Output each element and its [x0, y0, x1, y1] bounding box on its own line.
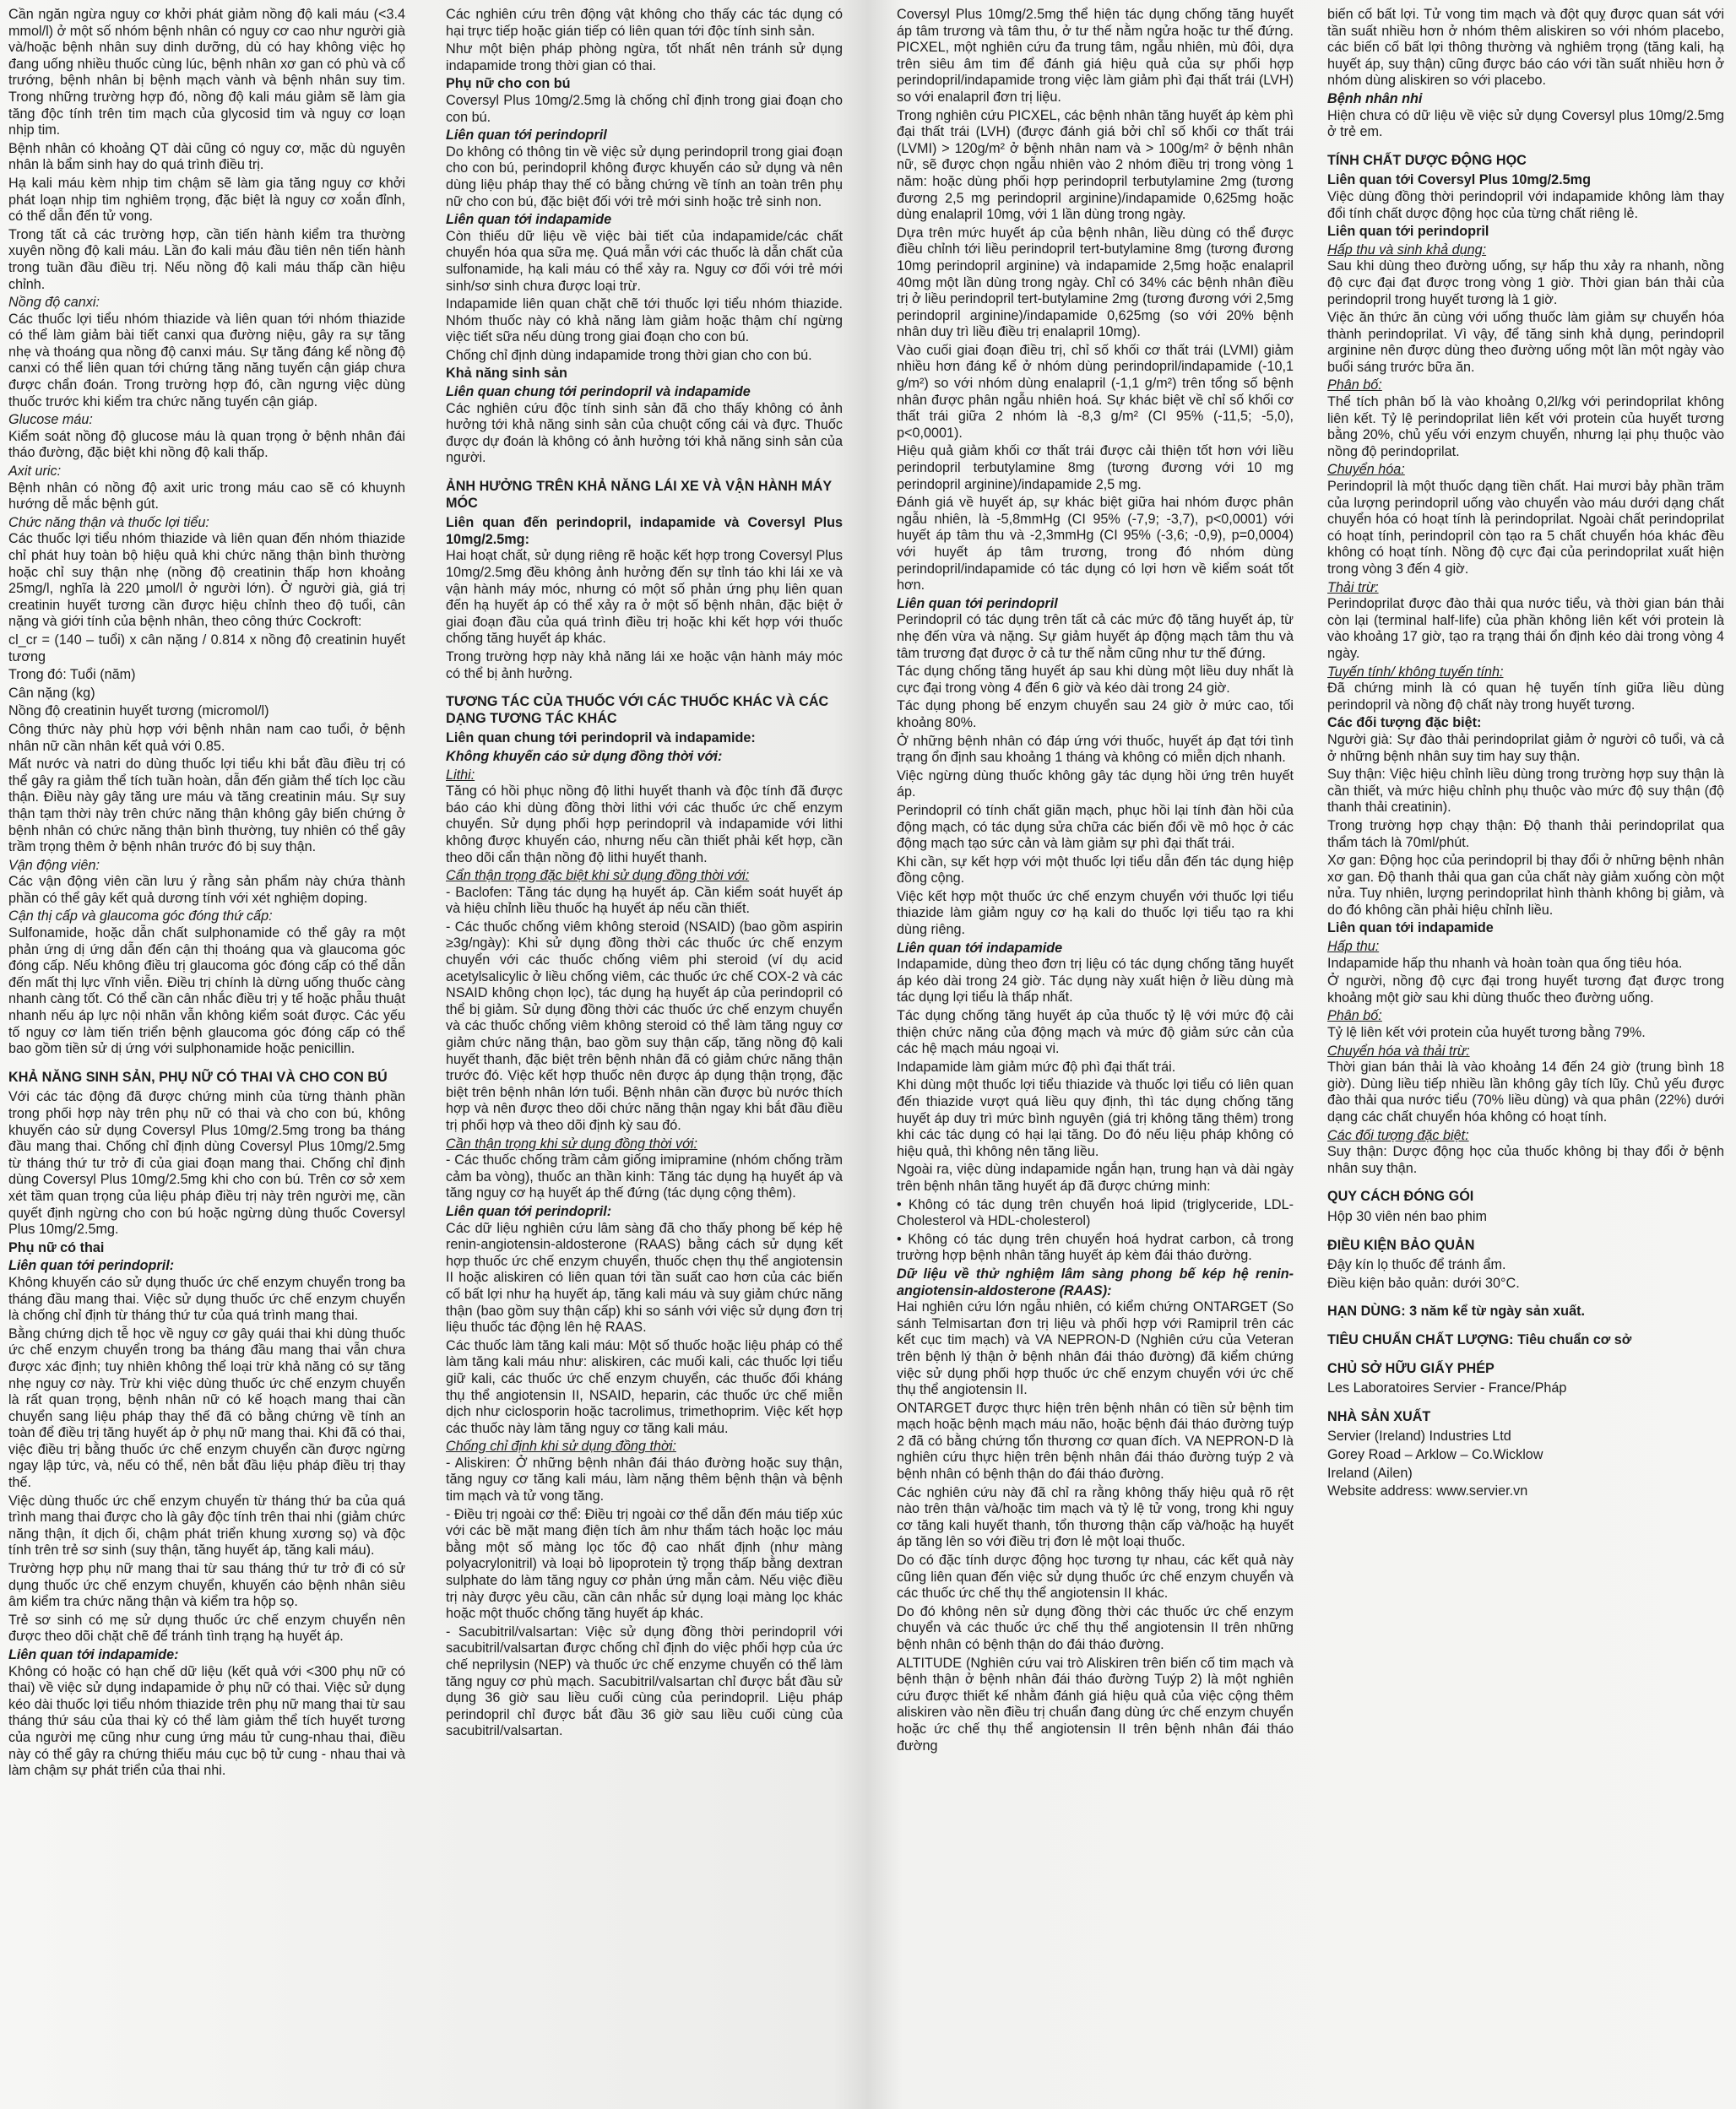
paragraph: Ở người, nồng độ cực đại trong huyết tương đạt được trong khoảng một giờ sau khi dùng thuốc theo đường uống. [1327, 973, 1724, 1006]
paragraph: Suy thận: Việc hiệu chỉnh liều dùng trong trường hợp suy thận là cần thiết, và mức hiệu chỉnh phụ thuộc vào mức độ suy thận (độ thanh thải creatinin). [1327, 767, 1724, 816]
section-heading: TƯƠNG TÁC CỦA THUỐC VỚI CÁC THUỐC KHÁC VÀ CÁC DẠNG TƯƠNG TÁC KHÁC [446, 694, 829, 726]
paragraph: Không có hoặc có hạn chế dữ liệu (kết quả với <300 phụ nữ có thai) về việc sử dụng indapamide ở phụ nữ có thai. Việc sử dụng kéo dài thuốc lợi tiểu nhóm thiazide trên phụ nữ mang thai từ sau tháng thứ sáu của thai kỳ có thể làm giảm thể tích huyết tương của người mẹ cũng như cung ứng máu tử cung-nhau thai, điều này có thể gây ra chứng thiếu máu cục bộ tử cung - nhau thai và làm chậm sự phát triển của thai nhi. [8, 1663, 405, 1779]
paragraph: Khi dùng một thuốc lợi tiểu thiazide và thuốc lợi tiểu có liên quan đến thiazide vượt quá liều quy định, thì tác dụng chống tăng huyết áp duy trì mức bình nguyên (giá trị không tăng thêm) trong khi các tác dụng có hại lại tăng. Do đó nếu liệu pháp không có hiệu quả, thì không nên tăng liều. [897, 1077, 1294, 1159]
subheading: Bệnh nhân nhi [1327, 90, 1423, 106]
paragraph: ONTARGET được thực hiện trên bệnh nhân có tiền sử bệnh tim mạch hoặc bệnh mạch máu não, hoặc bệnh đái tháo đường tuýp 2 đã có bằng chứng tổn thương cơ quan đích. VA NEPRON-D là nghiên cứu thực hiện trên bệnh nhân đái tháo đường tuýp 2 và bệnh nhân có bệnh thận do đái tháo đường. [897, 1400, 1294, 1483]
subheading: Liên quan chung tới perindopril và indapamide [446, 384, 751, 400]
subheading: Liên quan tới perindopril: [8, 1258, 175, 1274]
paragraph: Gorey Road – Arklow – Co.Wicklow [1327, 1446, 1543, 1462]
subheading: Liên quan tới perindopril [897, 595, 1058, 611]
paragraph: Chống chỉ định dùng indapamide trong thời gian cho con bú. [446, 347, 812, 363]
underlined-label: Chuyển hóa và thải trừ: [1327, 1043, 1470, 1059]
paragraph: - Aliskiren: Ở những bệnh nhân đái tháo đường hoặc suy thận, tăng nguy cơ tăng kali máu, làm nặng thêm bệnh thận và bệnh tim mạch và tử vong tăng. [446, 1455, 843, 1504]
paragraph: Website address: www.servier.vn [1327, 1483, 1528, 1499]
paragraph: Với các tác động đã được chứng minh của từng thành phần trong phối hợp này trên phụ nữ có thai và cho con bú, không khuyến cáo sử dụng Coversyl Plus 10mg/2.5mg trong ba tháng đầu mang thai. Chống chỉ định dùng Coversyl Plus 10mg/2.5mg từ tháng thứ tư trở đi của giai đoạn mang thai. Chống chỉ định dùng Coversyl Plus 10mg/2.5mg khi cho con bú. Trên cơ sở xem xét tầm quan trọng của liệu pháp điều trị này trên người mẹ, cần quyết định ngừng cho con bú hoặc ngừng dùng thuốc Coversyl Plus 10mg/2.5mg. [8, 1089, 405, 1238]
paragraph: Hạ kali máu kèm nhịp tim chậm sẽ làm gia tăng nguy cơ khởi phát loạn nhịp tim nghiêm trọng, đặc biệt là nguy cơ xoắn đỉnh, có thể dẫn đến tử vong. [8, 175, 405, 225]
paragraph: Do có đặc tính dược động học tương tự nhau, các kết quả này cũng liên quan đến việc sử dụng thuốc ức chế enzym chuyển và các thuốc ức chế thụ thể angiotensin II khác. [897, 1553, 1294, 1602]
paragraph: Việc dùng đồng thời perindopril với indapamide không làm thay đổi tính chất dược động học của từng chất riêng lẻ. [1327, 188, 1724, 221]
paragraph: Đã chứng minh là có quan hệ tuyến tính giữa liều dùng perindopril và nồng độ chất này trong huyết tương. [1327, 680, 1724, 713]
paragraph: Kiểm soát nồng độ glucose máu là quan trọng ở bệnh nhân đái tháo đường, đặc biệt khi nồng độ kali thấp. [8, 428, 405, 461]
section-heading: QUY CÁCH ĐÓNG GÓI [1327, 1189, 1474, 1205]
paragraph: Indapamide làm giảm mức độ phì đại thất trái. [897, 1059, 1176, 1075]
paragraph: Hiệu quả giảm khối cơ thất trái được cải thiện tốt hơn với liều perindopril terbutylamine 8mg (tương đương với 10 mg perindopril arginine)/indapamide 2,5 mg. [897, 443, 1294, 492]
paragraph: Ở những bệnh nhân có đáp ứng với thuốc, huyết áp đạt tới tình trạng ổn định sau khoảng 1 tháng và không có miễn dịch nhanh. [897, 733, 1294, 766]
section-heading: TIÊU CHUẨN CHẤT LƯỢNG: Tiêu chuẩn cơ sở [1327, 1331, 1632, 1347]
underlined-label: Lithi: [446, 767, 475, 783]
italic-label: Glucose máu: [8, 412, 93, 428]
paragraph: Còn thiếu dữ liệu về việc bài tiết của indapamide/các chất chuyển hóa qua sữa mẹ. Quá mẫn với các thuốc là dẫn chất của sulfonamide, hạ kali máu có thể xảy ra. Nguy cơ đối với trẻ mới sinh/sơ sinh chưa được loại trừ. [446, 228, 843, 294]
paragraph: Các thuốc làm tăng kali máu: Một số thuốc hoặc liệu pháp có thể làm tăng kali máu như: aliskiren, các muối kali, các thuốc lợi tiểu giữ kali, các thuốc ức chế enzym chuyển, các thuốc đối kháng thụ thể angiotensin II, NSAID, heparin, các thuốc ức chế miễn dịch như ciclosporin hoặc tacrolimus, trimethoprim. Việc kết hợp các thuốc này làm tăng nguy cơ tăng kali máu. [446, 1337, 843, 1436]
paragraph: Ireland (Ailen) [1327, 1465, 1413, 1481]
underlined-label: Tuyến tính/ không tuyến tính: [1327, 664, 1504, 680]
paragraph: Thời gian bán thải là vào khoảng 14 đến 24 giờ (trung bình 18 giờ). Dùng liều tiếp nhiều lần không gây tích lũy. Chủ yếu được đào thải qua nước tiểu (70% liều dùng) và qua phân (22%) dưới dạng các chất chuyển hóa không có hoạt tính. [1327, 1060, 1724, 1125]
paragraph: - Điều trị ngoài cơ thể: Điều trị ngoài cơ thể dẫn đến máu tiếp xúc với các bề mặt mang điện tích âm như thẩm tách hoặc lọc máu bằng một số màng lọc tốc độ cao nhất định (như màng polyacrylonitril) và loại bỏ lipoprotein tỷ trọng thấp bằng dextran sulphate do làm tăng nguy cơ phản ứng mẫn cảm. Nếu việc điều trị này được yêu cầu, cần cân nhắc sử dụng loại màng lọc khác hoặc một thuốc chống tăng huyết áp khác. [446, 1506, 843, 1622]
paragraph: Perindopril có tính chất giãn mạch, phục hồi lại tính đàn hồi của động mạch, có tác dụng sửa chữa các biến đổi về mô học ở các động mạch tạo sức cản và làm giảm sự phì đại thất trái. [897, 802, 1294, 852]
bold-heading: Khả năng sinh sản [446, 366, 567, 382]
paragraph: Các dữ liệu nghiên cứu lâm sàng đã cho thấy phong bế kép hệ renin-angiotensin-aldosterone (RAAS) bằng cách sử dụng kết hợp thuốc ức chế enzym chuyển, thuốc chẹn thụ thể angiotensin II hoặc aliskiren có liên quan tới tần suất cao hơn của các biến cố bất lợi như hạ huyết áp, tăng kali máu và suy giảm chức năng thận (bao gồm suy thận cấp) khi so sánh với việc sử dụng đơn trị liệu thuốc tác động lên hệ RAAS. [446, 1220, 843, 1336]
italic-label: Nồng độ canxi: [8, 295, 100, 311]
paragraph: Các nghiên cứu này đã chỉ ra rằng không thấy hiệu quả rõ rệt nào trên thận và/hoặc tim mạch và tỷ lệ tử vong, trong khi nguy cơ tăng kali huyết thanh, tổn thương thận cấp và/hoặc hạ huyết áp tăng lên so với điều trị đơn lẻ một loại thuốc. [897, 1484, 1294, 1550]
paragraph: ALTITUDE (Nghiên cứu vai trò Aliskiren trên biến cố tim mạch và bệnh thận ở bệnh nhân đái tháo đường Tuýp 2) là một nghiên cứu được thiết kế nhằm đánh giá hiệu quả của việc cộng thêm aliskiren vào nền điều trị chuẩn đang dùng ức chế enzym chuyển hoặc ức chế thụ thể angiotensin II trên bệnh nhân đái tháo đường [897, 1655, 1294, 1754]
paragraph: Sau khi dùng theo đường uống, sự hấp thu xảy ra nhanh, nồng độ cực đại đạt được trong vòng 1 giờ. Thời gian bán thải của perindopril trong huyết tương là 1 giờ. [1327, 258, 1724, 307]
paragraph: Mất nước và natri do dùng thuốc lợi tiểu khi bắt đầu điều trị có thể gây ra giảm thể tích tuần hoàn, dẫn đến giảm thể tích lọc cầu thận. Điều này gây tăng ure máu và tăng creatinin máu. Sự suy thận tạm thời này trên chức năng thận không gây biến chứng ở bệnh nhân có chức năng thận bình thường, tuy nhiên có thể gây trầm trọng thêm ở bệnh nhân trước đó bị suy thận. [8, 756, 405, 855]
paragraph: Dựa trên mức huyết áp của bệnh nhân, liều dùng có thể được điều chỉnh tới liều perindopril tert-butylamine 8mg (tương đương 10mg perindopril arginine) và indapamide 2,5mg hoặc enalapril 40mg một lần dùng trong ngày. Chỉ có 34% các bệnh nhân điều trị ở liều perindopril tert-butylamine 2mg (tương đương với 2,5mg perindopril arginine)/indapamide 0,625mg (so với 20% bệnh nhân duy trì liều điều trị enalapril 10mg). [897, 225, 1294, 340]
bold-heading: Liên quan chung tới perindopril và indapamide: [446, 730, 756, 746]
paragraph: Các thuốc lợi tiểu nhóm thiazide và liên quan đến nhóm thiazide chỉ phát huy toàn bộ hiệu quả khi chức năng thận bình thường hoặc chỉ suy thận nhẹ (nồng độ creatinin thấp hơn khoảng 25mg/l, nghĩa là 220 µmol/l ở người lớn). Ở người già, giá trị creatinin huyết tương cần được hiệu chỉnh theo độ tuổi, cân nặng và giới tính của bệnh nhân, theo công thức Cockroft: [8, 531, 405, 630]
subheading: Dữ liệu về thử nghiệm lâm sàng phong bế kép hệ renin-angiotensin-aldosterone (RAAS): [897, 1266, 1294, 1298]
italic-label: Cận thị cấp và glaucoma góc đóng thứ cấp: [8, 908, 273, 924]
paragraph: Đậy kín lọ thuốc để tránh ẩm. [1327, 1257, 1506, 1273]
paragraph: biến cố bất lợi. Tử vong tim mạch và đột quỵ được quan sát với tần suất nhiều hơn ở nhóm thêm aliskiren so với nhóm placebo, các biến cố bất lợi thông thường và nghiêm trọng (tăng kali, hạ huyết áp, suy thận) cũng được báo cáo với tần suất nhiều hơn ở nhóm dùng aliskiren so với placebo. [1327, 7, 1724, 89]
paragraph: Sulfonamide, hoặc dẫn chất sulphonamide có thể gây ra một phản ứng dị ứng dẫn đến cận thị thoáng qua và glaucoma góc đóng cấp. Nếu không điều trị glaucoma góc đóng cấp có thể dẫn đến mất thị lực vĩnh viễn. Điều trị chính là dừng uống thuốc càng nhanh càng tốt. Có thể cần cân nhắc điều trị y tế hoặc phẫu thuật nhanh nếu áp lực nội nhãn vẫn không kiểm soát được. Các yếu tố nguy cơ làm tiến triển bệnh glaucoma góc đóng cấp có thể bao gồm tiền sử dị ứng với sulphonamide hoặc penicillin. [8, 925, 405, 1057]
paragraph: Xơ gan: Động học của perindopril bị thay đổi ở những bệnh nhân xơ gan. Độ thanh thải qua gan của chất này giảm xuống còn một nửa. Tuy nhiên, lượng perindoprilat hình thành không bị giảm, và do đó không cần phải hiệu chỉnh liều. [1327, 853, 1724, 918]
paragraph: Do đó không nên sử dụng đồng thời các thuốc ức chế enzym chuyển và các thuốc ức chế thụ thể angiotensin II trên những bệnh nhân có bệnh thận do đái tháo đường. [897, 1603, 1294, 1652]
paragraph: Hộp 30 viên nén bao phim [1327, 1208, 1487, 1224]
paragraph: - Baclofen: Tăng tác dụng hạ huyết áp. Cần kiểm soát huyết áp và hiệu chỉnh liều thuốc hạ huyết áp nếu cần thiết. [446, 884, 843, 917]
subheading: Liên quan tới indapamide [897, 940, 1063, 956]
paragraph: Việc kết hợp một thuốc ức chế enzym chuyển với thuốc lợi tiểu thiazide làm giảm nguy cơ hạ kali do thuốc lợi tiểu tạo ra khi dùng riêng. [897, 888, 1294, 938]
paragraph: Tỷ lệ liên kết với protein của huyết tương bằng 79%. [1327, 1025, 1646, 1041]
paragraph: Coversyl Plus 10mg/2.5mg là chống chỉ định trong giai đoạn cho con bú. [446, 92, 843, 125]
paragraph: Trường hợp phụ nữ mang thai từ sau tháng thứ tư trở đi có sử dụng thuốc ức chế enzym chuyển, khuyến cáo bệnh nhân siêu âm kiểm tra chức năng thận và kiểm tra hộp sọ. [8, 1561, 405, 1610]
paragraph: Bằng chứng dịch tễ học về nguy cơ gây quái thai khi dùng thuốc ức chế enzym chuyển trong ba tháng đầu mang thai vẫn chưa được xác định; tuy nhiên không thể loại trừ khả năng có sự tăng nhẹ nguy cơ này. Trừ khi việc dùng thuốc ức chế enzym chuyển là rất quan trọng, bệnh nhân nữ có kế hoạch mang thai cần chuyển sang liệu pháp thay thế đã có bằng chứng về tính an toàn để điều trị tăng huyết áp ở phụ nữ mang thai. Khi đã có thai, việc điều trị bằng thuốc ức chế enzym chuyển cần được ngừng ngay lập tức, và, nếu có thể, nên bắt đầu liệu pháp điều trị thay thế. [8, 1326, 405, 1491]
paragraph: Trong nghiên cứu PICXEL, các bệnh nhân tăng huyết áp kèm phì đại thất trái (LVH) (được đánh giá bởi chỉ số khối cơ thất trái (LVMI) > 120g/m² ở bệnh nhân nam và > 100g/m² ở bệnh nhân nữ, sẽ được chọn ngẫu nhiên vào 2 nhóm điều trị trong vòng 1 năm: hoặc dùng phối hợp perindopril terbutylamine 2mg (tương đương 2,5 mg perindopril arginine)/indapamide 0,625mg hoặc dùng enalapril 10mg, với 1 lần dùng trong ngày. [897, 107, 1294, 223]
paragraph: Điều kiện bảo quản: dưới 30°C. [1327, 1275, 1520, 1291]
column-1 [8, 7, 405, 1781]
paragraph: Các vận động viên cần lưu ý rằng sản phẩm này chứa thành phần có thể gây kết quả dương tính với xét nghiệm doping. [8, 874, 405, 906]
paragraph: Các nghiên cứu trên động vật không cho thấy các tác dụng có hại trực tiếp hoặc gián tiếp có liên quan tới độc tính sinh sản. [446, 7, 843, 39]
paragraph: Trong tất cả các trường hợp, cần tiến hành kiểm tra thường xuyên nồng độ kali máu. Lần đo kali máu đầu tiên nên tiến hành trong tuần đầu điều trị. Nếu nồng độ kali máu thấp cần hiệu chỉnh. [8, 226, 405, 292]
paragraph: Perindopril có tác dụng trên tất cả các mức độ tăng huyết áp, từ nhẹ đến vừa và nặng. Sự giảm huyết áp động mạch tâm thu và tâm trương đạt được ở cả tư thế nằm cũng như tư thế đứng. [897, 612, 1294, 661]
bold-heading: Liên quan tới indapamide [1327, 920, 1494, 936]
paragraph: Tác dụng chống tăng huyết áp sau khi dùng một liều duy nhất là cực đại trong vòng 4 đến 6 giờ và kéo dài trong 24 giờ. [897, 664, 1294, 696]
section-heading: HẠN DÙNG: 3 năm kể từ ngày sản xuất. [1327, 1304, 1585, 1320]
underlined-label: Phân bố: [1327, 1008, 1382, 1024]
paragraph: Cân nặng (kg) [8, 685, 95, 701]
underlined-label: Chống chỉ định khi sử dụng đồng thời: [446, 1439, 676, 1455]
paragraph: - Sacubitril/valsartan: Việc sử dụng đồng thời perindopril với sacubitril/valsartan được chống chỉ định do việc phối hợp của ức chế neprilysin (NEP) và thuốc ức chế enzyme chuyển có thể làm tăng nguy cơ phù mạch. Sacubitril/valsartan chỉ được bắt đầu sử dụng 36 giờ sau liều cuối cùng của perindopril. Liệu pháp perindopril chỉ được bắt đầu 36 giờ sau liều cuối cùng của sacubitril/valsartan. [446, 1624, 843, 1739]
paragraph: cl_cr = (140 – tuổi) x cân nặng / 0.814 x nồng độ creatinin huyết tương [8, 632, 405, 664]
underlined-label: Cẩn thận trọng đặc biệt khi sử dụng đồng thời với: [446, 868, 750, 884]
paragraph: Hai nghiên cứu lớn ngẫu nhiên, có kiểm chứng ONTARGET (So sánh Telmisartan đơn trị liệu và phối hợp với Ramipril trên các kết cục tim mạch) và VA NEPRON-D (Nghiên cứu của Veteran trên bệnh lý thận ở bệnh nhân đái tháo đường) đã kiểm chứng việc sử dụng phối hợp thuốc ức chế enzym chuyển với ức chế thụ thể angiotensin II. [897, 1299, 1294, 1398]
paragraph: Hai hoạt chất, sử dụng riêng rẽ hoặc kết hợp trong Coversyl Plus 10mg/2.5mg đều không ảnh hưởng đến sự tỉnh táo khi lái xe và vận hành máy móc, nhưng có một số phản ứng phụ liên quan đến hạ huyết áp có thể xảy ra ở một số bệnh nhân, đặc biệt ở giai đoạn đầu của quá trình điều trị hoặc khi kết hợp với thuốc chống tăng huyết áp khác. [446, 548, 843, 647]
paragraph: Việc ăn thức ăn cùng với uống thuốc làm giảm sự chuyển hóa thành perindoprilat. Vì vậy, để tăng sinh khả dụng, perindopril arginine nên được dùng theo đường uống một lần một ngày vào buổi sáng trước bữa ăn. [1327, 310, 1724, 375]
italic-label: Axit uric: [8, 464, 62, 480]
paragraph: Tăng có hồi phục nồng độ lithi huyết thanh và độc tính đã được báo cáo khi dùng đồng thời lithi với các thuốc ức chế enzym chuyển. Sử dụng phối hợp perindopril và indapamide với lithi không được khuyến cáo, nhưng nếu cần thiết phải kết hợp, cần theo dõi cẩn thận nồng độ lithi huyết thanh. [446, 783, 843, 865]
paragraph: - Các thuốc chống trầm cảm giống imipramine (nhóm chống trầm cảm ba vòng), thuốc an thần kinh: Tăng tác dụng hạ huyết áp và tăng nguy cơ hạ huyết áp thế đứng (tác dụng cộng thêm). [446, 1152, 843, 1201]
column-2 [446, 7, 843, 1742]
paragraph: Trẻ sơ sinh có mẹ sử dụng thuốc ức chế enzym chuyển nên được theo dõi chặt chẽ để tránh tình trạng hạ huyết áp. [8, 1612, 405, 1645]
paragraph: Các thuốc lợi tiểu nhóm thiazide và liên quan tới nhóm thiazide có thể làm giảm bài tiết canxi qua đường niệu, gây ra sự tăng nhẹ và thoáng qua nồng độ canxi máu. Sự tăng đáng kể nồng độ canxi có thể liên quan tới chứng tăng năng tuyến cận giáp chưa được chẩn đoán. Trong trường hợp đó, cần ngưng việc dùng thuốc trước khi kiểm tra chức năng tuyến cận giáp. [8, 311, 405, 409]
paragraph: Tác dụng chống tăng huyết áp của thuốc tỷ lệ với mức độ cải thiện chức năng của động mạch và mức độ giảm sức cản của các hệ mạch máu ngoại vi. [897, 1008, 1294, 1057]
paragraph: Khi cần, sự kết hợp với một thuốc lợi tiểu dẫn đến tác dụng hiệp đồng cộng. [897, 854, 1294, 886]
paragraph: Không khuyến cáo sử dụng thuốc ức chế enzym chuyển trong ba tháng đầu mang thai. Việc sử dụng thuốc ức chế enzym chuyển là chống chỉ định từ tháng thứ tư của quá trình mang thai. [8, 1274, 405, 1324]
paragraph: • Không có tác dụng trên chuyển hoá lipid (triglyceride, LDL-Cholesterol và HDL-cholesterol) [897, 1196, 1294, 1229]
underlined-label: Các đối tượng đặc biệt: [1327, 1127, 1469, 1143]
paragraph: Các nghiên cứu độc tính sinh sản đã cho thấy không có ảnh hưởng tới khả năng sinh sản của chuột cống cái và đực. Thuốc được dự đoán là không có ảnh hưởng tới khả năng sinh sản của người. [446, 400, 843, 466]
paragraph: Suy thận: Dược động học của thuốc không bị thay đổi ở bệnh nhân suy thận. [1327, 1144, 1724, 1176]
paragraph: Việc dùng thuốc ức chế enzym chuyển từ tháng thứ ba của quá trình mang thai được cho là gây độc tính trên thai nhi (giảm chức năng thận, ít dịch ối, chậm phát triển khung xương sọ) và độc tính trên trẻ sơ sinh (suy thận, tăng huyết áp, tăng kali máu). [8, 1493, 405, 1559]
paragraph: Coversyl Plus 10mg/2.5mg thể hiện tác dụng chống tăng huyết áp tâm trương và tâm thu, ở tư thế nằm ngửa hoặc tư thế đứng. PICXEL, một nghiên cứu đa trung tâm, ngẫu nhiên, mù đôi, dựa trên siêu âm tim để đánh giá hiệu quả của sự phối hợp perindopril/indapamide trong việc làm giảm phì đại thất trái (LVH) so với enalapril đơn trị liệu. [897, 7, 1294, 105]
paragraph: Bệnh nhân có nồng độ axit uric trong máu cao sẽ có khuynh hướng dễ mắc bệnh gút. [8, 480, 405, 512]
bold-heading: Liên quan tới perindopril [1327, 224, 1489, 240]
paragraph: Người già: Sự đào thải perindoprilat giảm ở người cô tuổi, và cả ở những bệnh nhân suy tim hay suy thận. [1327, 731, 1724, 764]
paragraph: Nồng độ creatinin huyết tương (micromol/l) [8, 703, 269, 719]
section-heading: CHỦ SỞ HỮU GIẤY PHÉP [1327, 1360, 1495, 1376]
underlined-label: Chuyển hóa: [1327, 462, 1405, 478]
underlined-label: Hấp thu: [1327, 939, 1380, 955]
paragraph: Les Laboratoires Servier - France/Pháp [1327, 1380, 1567, 1396]
column-3 [897, 7, 1294, 1756]
underlined-label: Hấp thu và sinh khả dụng: [1327, 241, 1487, 258]
paragraph: Do không có thông tin về việc sử dụng perindopril trong giai đoạn cho con bú, perindopril không được khuyến cáo sử dụng và nên dùng liệu pháp thay thế có bằng chứng về tính an toàn trên phụ nữ cho con bú, đặc biệt đối với trẻ mới sinh hoặc trẻ sinh non. [446, 144, 843, 209]
paragraph: Perindoprilat được đào thải qua nước tiểu, và thời gian bán thải còn lại (terminal half-life) của phần không liên kết với protein là vào khoảng 17 giờ, tạo ra trạng thái ổn định kéo dài trong vòng 4 ngày. [1327, 596, 1724, 661]
underlined-label: Thải trừ: [1327, 579, 1379, 595]
bold-heading: Phụ nữ cho con bú [446, 76, 571, 92]
paragraph: Indapamide hấp thu nhanh và hoàn toàn qua ống tiêu hóa. [1327, 955, 1683, 971]
bold-heading: Liên quan tới Coversyl Plus 10mg/2.5mg [1327, 172, 1591, 188]
paragraph: Bệnh nhân có khoảng QT dài cũng có nguy cơ, mặc dù nguyên nhân là bẩm sinh hay do quá trình điều trị. [8, 140, 405, 173]
paragraph: Tác dụng phong bế enzym chuyển sau 24 giờ ở mức cao, tối khoảng 80%. [897, 698, 1294, 730]
paragraph: Công thức này phù hợp với bệnh nhân nam cao tuổi, ở bệnh nhân nữ cần nhân kết quả với 0.85. [8, 721, 405, 754]
paragraph: Ngoài ra, việc dùng indapamide ngắn hạn, trung hạn và dài ngày trên bệnh nhân tăng huyết áp đã được chứng minh: [897, 1162, 1294, 1194]
subheading: Liên quan tới indapamide [446, 212, 612, 228]
paragraph: Perindopril là một thuốc dạng tiền chất. Hai mươi bảy phần trăm của lượng perindopril uống vào chuyển vào máu dưới dạng chất chuyển hóa có hoạt tính là perindoprilat. Ngoài chất perindoprilat có hoạt tính, perindopril còn tạo ra 5 chất chuyển hóa khác đều không có hoạt tính. Nồng độ cực đại của perindoprilat xuất hiện trong vòng 3 đến 4 giờ. [1327, 479, 1724, 577]
section-heading: ẢNH HƯỞNG TRÊN KHẢ NĂNG LÁI XE VÀ VẬN HÀNH MÁY MÓC [446, 479, 832, 511]
paragraph: Đánh giá về huyết áp, sự khác biệt giữa hai nhóm được phân ngẫu nhiên, là -5,8mmHg (CI 95% (-7,9; -3,7), p<0,0001) với huyết áp tâm thu và -2,3mmHg (CI 95% (-3,6; -0,9), p=0,0004) với huyết áp tâm trương, trong đó nhóm dùng perindopril/indapamide có tác dụng có lợi hơn về kiểm soát tốt hơn. [897, 495, 1294, 594]
underlined-label: Cần thận trọng khi sử dụng đồng thời với: [446, 1136, 697, 1152]
section-heading: TÍNH CHẤT DƯỢC ĐỘNG HỌC [1327, 152, 1527, 168]
paragraph: Trong trường hợp chạy thận: Độ thanh thải perindoprilat qua thẩm tách là 70ml/phút. [1327, 817, 1724, 850]
paragraph: Indapamide, dùng theo đơn trị liệu có tác dụng chống tăng huyết áp kéo dài trong 24 giờ. Tác dụng này xuất hiện ở liều dùng mà tác dụng lợi tiểu là thấp nhất. [897, 957, 1294, 1006]
paragraph: Như một biện pháp phòng ngừa, tốt nhất nên tránh sử dụng indapamide trong thời gian có thai. [446, 41, 843, 73]
paragraph: • Không có tác dụng trên chuyển hoá hydrat carbon, cả trong trường hợp bệnh nhân tăng huyết áp kèm đái tháo đường. [897, 1231, 1294, 1264]
paragraph: Thể tích phân bố là vào khoảng 0,2l/kg với perindoprilat không liên kết. Tỷ lệ perindoprilat liên kết với protein của huyết tương bằng 20%, chủ yếu với enzym chuyển, nhưng lại phụ thuộc vào nồng độ perindoprilat. [1327, 394, 1724, 459]
bold-heading: Liên quan đến perindopril, indapamide và Coversyl Plus 10mg/2.5mg: [446, 515, 843, 547]
paragraph: Trong đó: Tuổi (năm) [8, 667, 136, 683]
italic-label: Chức năng thận và thuốc lợi tiểu: [8, 514, 209, 530]
bold-heading: Các đối tượng đặc biệt: [1327, 715, 1482, 731]
paragraph: Hiện chưa có dữ liệu về việc sử dụng Coversyl plus 10mg/2.5mg ở trẻ em. [1327, 107, 1724, 140]
section-heading: NHÀ SẢN XUẤT [1327, 1408, 1431, 1424]
subheading: Không khuyến cáo sử dụng đồng thời với: [446, 748, 723, 764]
subheading: Liên quan tới indapamide: [8, 1647, 179, 1662]
subheading: Liên quan tới perindopril: [446, 1203, 612, 1219]
paragraph: Cần ngăn ngừa nguy cơ khởi phát giảm nồng độ kali máu (<3.4 mmol/l) ở một số nhóm bệnh nhân có nguy cơ cao như người già và/hoặc bệnh nhân suy dinh dưỡng, dù có hay không việc họ đang uống nhiều thuốc cùng lúc, bệnh nhân xơ gan có phù và cổ trướng, bệnh nhân bị bệnh mạch vành và bệnh nhân suy tim. Trong những trường hợp đó, nồng độ kali máu giảm sẽ làm gia tăng độc tính trên tim mạch của glycosid tim và nguy cơ loạn nhịp tim. [8, 7, 405, 138]
bold-heading: Phụ nữ có thai [8, 1239, 105, 1255]
paragraph: Trong trường hợp này khả năng lái xe hoặc vận hành máy móc có thể bị ảnh hưởng. [446, 648, 843, 681]
column-4 [1327, 7, 1724, 1502]
paragraph: Indapamide liên quan chặt chẽ tới thuốc lợi tiểu nhóm thiazide. Nhóm thuốc này có khả năng làm giảm hoặc thậm chí ngừng việc tiết sữa nếu dùng trong giai đoạn cho con bú. [446, 296, 843, 345]
subheading: Liên quan tới perindopril [446, 127, 607, 144]
paragraph: - Các thuốc chống viêm không steroid (NSAID) (bao gồm aspirin ≥3g/ngày): Khi sử dụng đồng thời các thuốc ức chế enzym chuyển với các thuốc chống viêm phi steroid (ví dụ acid acetylsalicylic ở liều chống viêm, các thuốc ức chế COX-2 và các NSAID không chọn lọc), tác dụng hạ huyết áp của perindopril có thể bị giảm. Sử dụng đồng thời các thuốc ức chế enzym chuyển và các thuốc chống viêm không steroid có thể làm tăng nguy cơ giảm chức năng thận, bao gồm suy thận cấp, tăng nồng độ kali huyết thanh, đặc biệt trên bệnh nhân đã có giảm chức năng thận trước đó. Việc kết hợp thuốc nên được áp dụng thận trọng, đặc biệt trên bệnh nhân lớn tuổi. Bệnh nhân cần được bù nước thích hợp và nên được theo dõi chức năng thận ngay khi bắt đầu điều trị phối hợp và theo dõi định kỳ sau đó. [446, 919, 843, 1133]
section-heading: KHẢ NĂNG SINH SẢN, PHỤ NỮ CÓ THAI VÀ CHO CON BÚ [8, 1069, 388, 1085]
paragraph: Vào cuối giai đoạn điều trị, chỉ số khối cơ thất trái (LVMI) giảm nhiều hơn đáng kể ở nhóm dùng perindopril/indapamide (-10,1 g/m²) so với nhóm dùng enalapril (-1,1 g/m²) trên tổng số bệnh nhân được phân ngẫu nhiên hoá. Sự khác biệt về chỉ số khối cơ thất trái giữa 2 nhóm là -8,3 g/m² (CI 95% (-11,5; -5,0), p<0,0001). [897, 342, 1294, 441]
underlined-label: Phân bố: [1327, 377, 1382, 393]
paragraph: Việc ngừng dùng thuốc không gây tác dụng hồi ứng trên huyết áp. [897, 767, 1294, 800]
paragraph: Servier (Ireland) Industries Ltd [1327, 1429, 1511, 1445]
section-heading: ĐIỀU KIỆN BẢO QUẢN [1327, 1237, 1475, 1253]
italic-label: Vận động viên: [8, 857, 100, 873]
